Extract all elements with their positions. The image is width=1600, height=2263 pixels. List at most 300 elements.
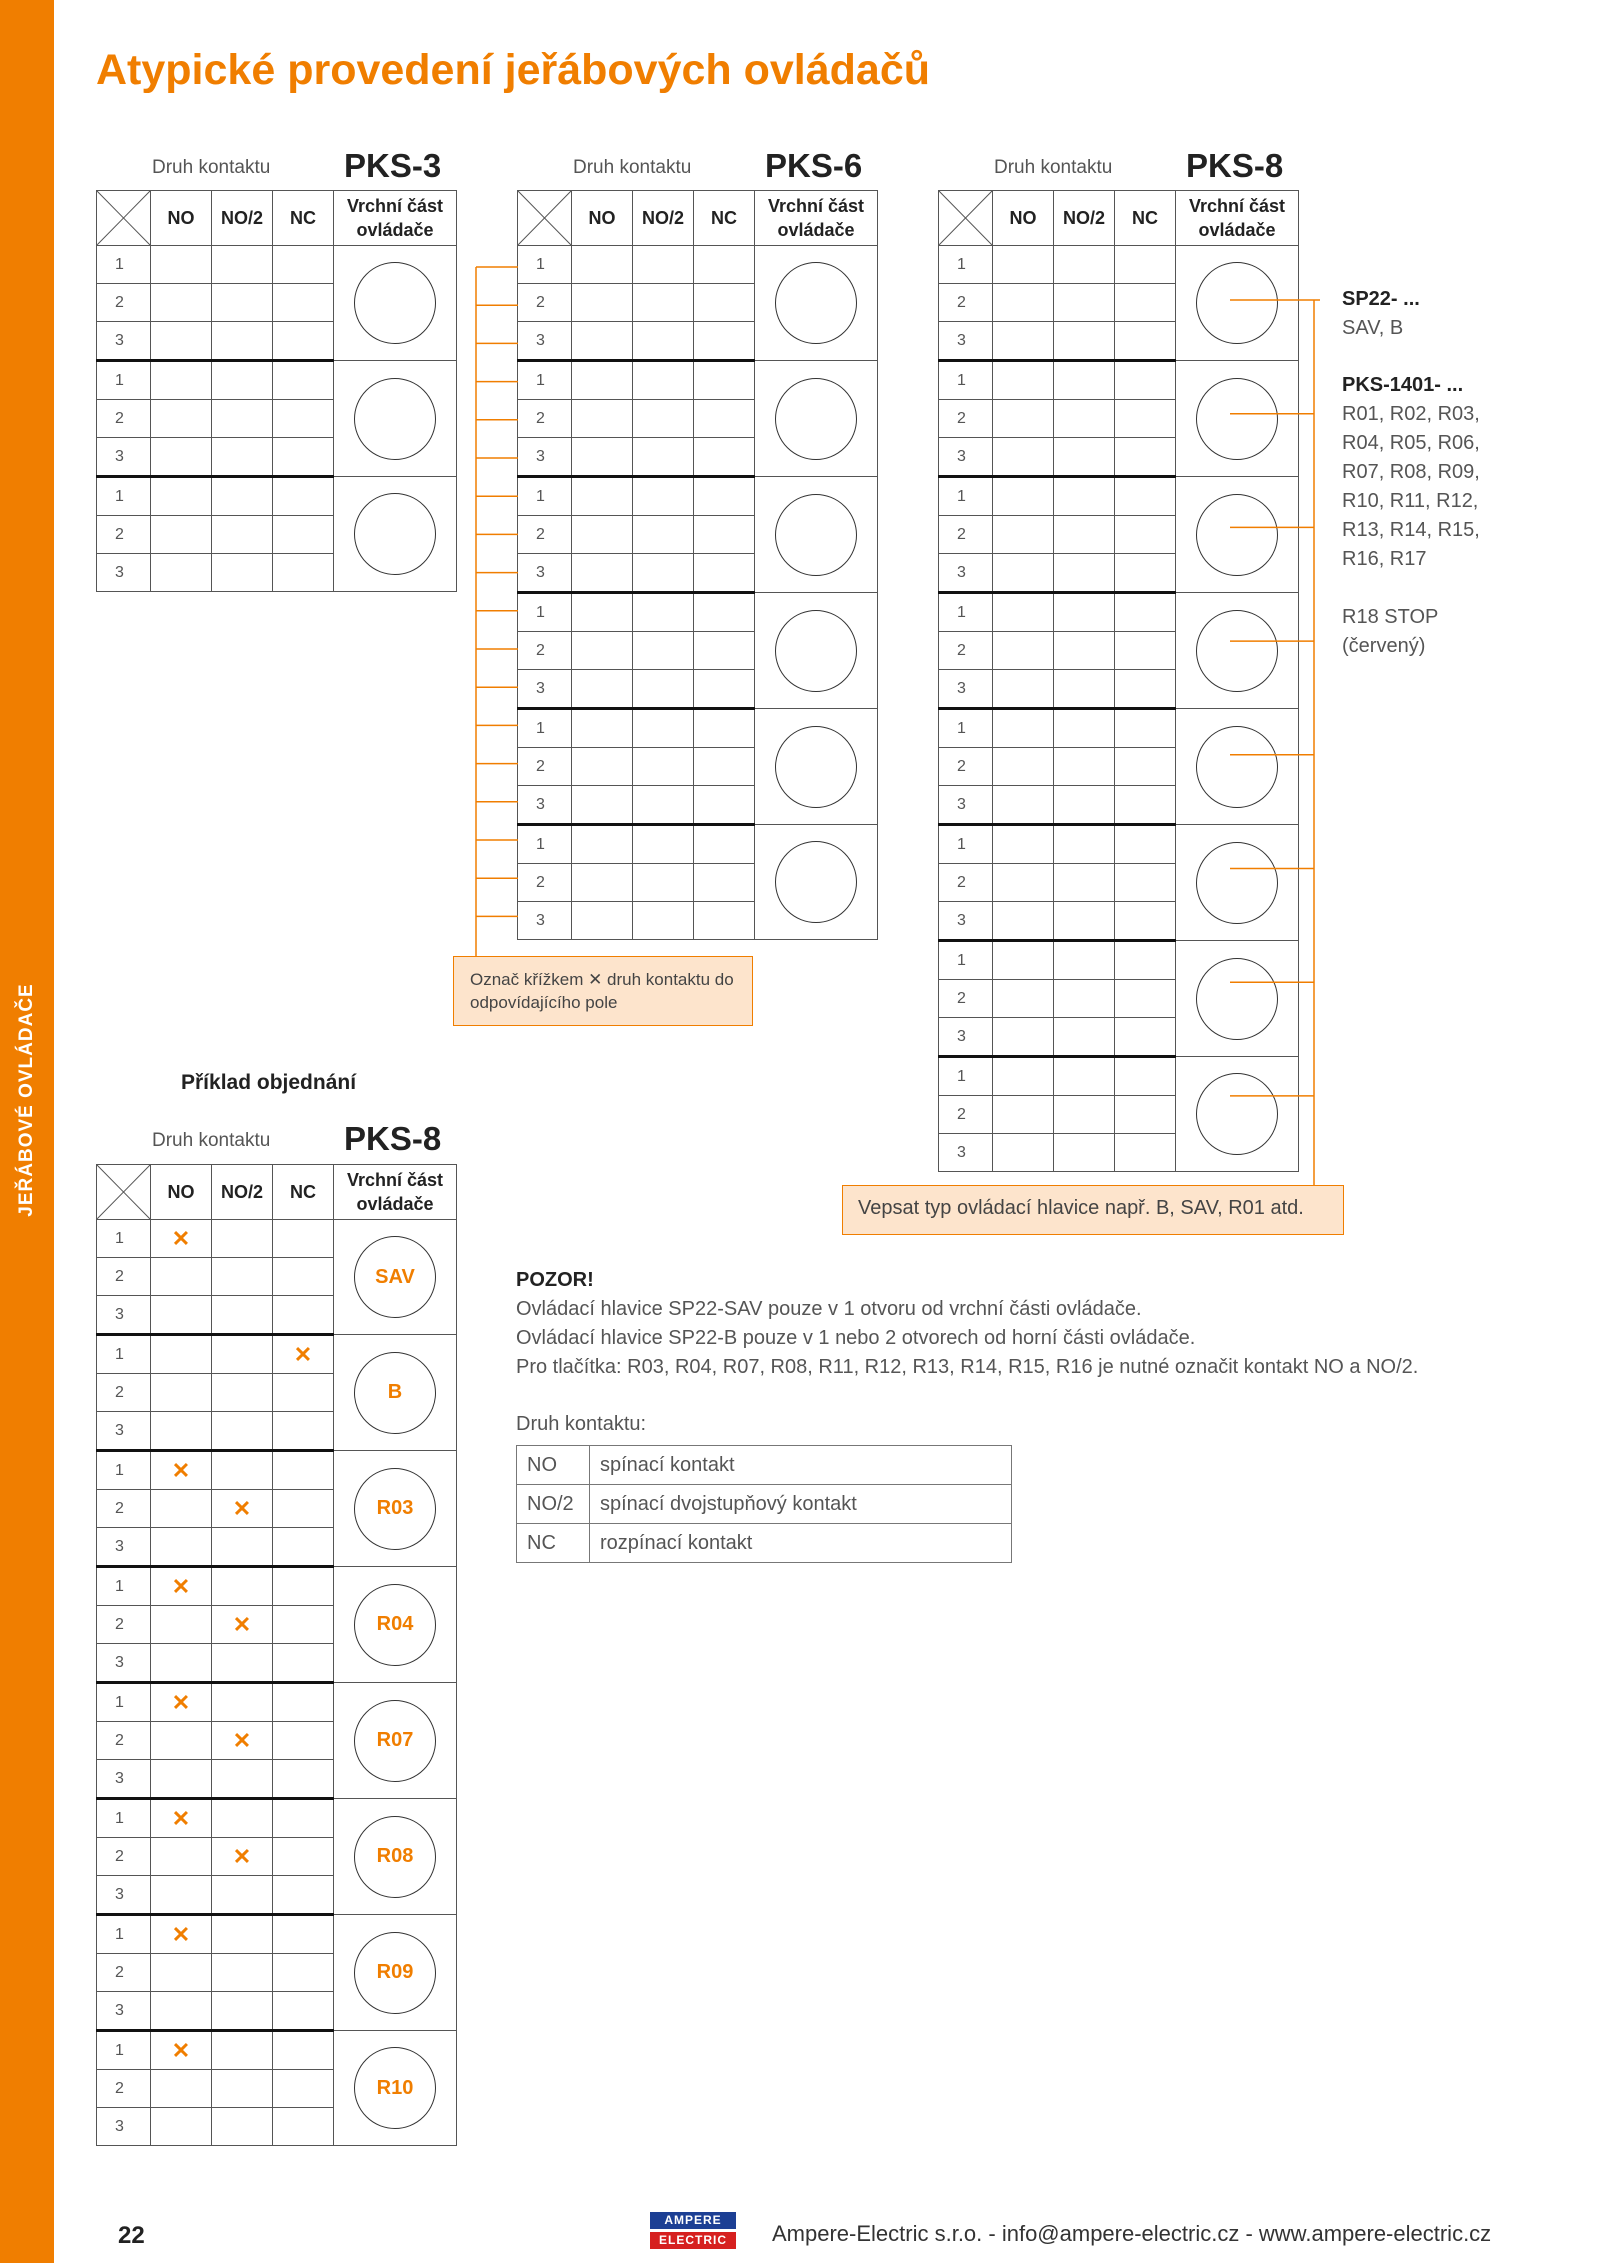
contact-cell-no[interactable]: [151, 400, 212, 438]
contact-cell-no[interactable]: [151, 1374, 212, 1412]
contact-cell-no[interactable]: [993, 632, 1054, 670]
contact-cell-no2[interactable]: [1054, 554, 1115, 593]
contact-cell-nc[interactable]: [273, 1644, 334, 1683]
contact-cell-nc[interactable]: [273, 1799, 334, 1838]
cross-mark-icon: ✕: [232, 1843, 252, 1869]
contact-cell-nc[interactable]: [1115, 864, 1176, 902]
button-hole-circle[interactable]: [354, 2047, 436, 2129]
contact-cell-no[interactable]: [993, 516, 1054, 554]
row-number: 2: [518, 400, 572, 438]
contact-cell-no2[interactable]: [212, 477, 273, 516]
logo-top: AMPERE: [650, 2212, 736, 2229]
contact-cell-no[interactable]: [993, 864, 1054, 902]
contact-cell-no2[interactable]: [1054, 1018, 1115, 1057]
contact-cell-nc[interactable]: [694, 284, 755, 322]
contact-cell-nc[interactable]: [1115, 361, 1176, 400]
button-hole-circle[interactable]: [775, 610, 857, 692]
button-hole-circle[interactable]: [354, 1932, 436, 2014]
contact-cell-no[interactable]: [993, 748, 1054, 786]
footer-contact: Ampere-Electric s.r.o. - info@ampere-electric.cz - www.ampere-electric.cz: [772, 2221, 1492, 2246]
contact-cell-nc[interactable]: [273, 1528, 334, 1567]
contact-cell-nc[interactable]: [1115, 902, 1176, 941]
contact-cell-nc[interactable]: [273, 554, 334, 592]
contact-cell-nc[interactable]: [273, 438, 334, 477]
row-number: 3: [939, 786, 993, 825]
contact-cell-nc[interactable]: [273, 2031, 334, 2070]
contact-cell-no[interactable]: [993, 322, 1054, 361]
contact-cell-nc[interactable]: [1115, 632, 1176, 670]
pks8-title: PKS-8: [1186, 147, 1284, 184]
contact-cell-no2[interactable]: [1054, 1057, 1115, 1096]
contact-cell-no[interactable]: [993, 1057, 1054, 1096]
contact-cell-no[interactable]: [151, 1838, 212, 1876]
row-number: 1: [518, 709, 572, 748]
contact-cell-nc[interactable]: [273, 1567, 334, 1606]
button-hole-circle[interactable]: [354, 1236, 436, 1318]
contact-cell-nc[interactable]: [273, 1760, 334, 1799]
contact-cell-nc[interactable]: [694, 748, 755, 786]
contact-cell-no[interactable]: [151, 1490, 212, 1528]
contact-cell-nc[interactable]: [694, 632, 755, 670]
button-hole-circle[interactable]: [354, 1468, 436, 1550]
contact-cell-no2[interactable]: [212, 284, 273, 322]
contact-cell-no2[interactable]: [633, 246, 694, 284]
contact-cell-no2[interactable]: [1054, 477, 1115, 516]
contact-cell-no[interactable]: [151, 1799, 212, 1838]
contact-cell-nc[interactable]: [273, 1296, 334, 1335]
button-hole-circle[interactable]: [354, 262, 436, 344]
contact-cell-no[interactable]: [993, 284, 1054, 322]
contact-cell-no2[interactable]: [1054, 709, 1115, 748]
contact-cell-no2[interactable]: [1054, 632, 1115, 670]
contact-cell-no[interactable]: [572, 554, 633, 593]
contact-cell-no[interactable]: [572, 709, 633, 748]
contact-cell-no[interactable]: [572, 825, 633, 864]
pks6-bracket-lines: [470, 250, 520, 965]
contact-cell-nc[interactable]: [694, 516, 755, 554]
contact-cell-nc[interactable]: [1115, 825, 1176, 864]
contact-cell-nc[interactable]: [273, 246, 334, 284]
contact-cell-nc[interactable]: [694, 786, 755, 825]
contact-cell-no[interactable]: [151, 2108, 212, 2146]
contact-cell-no2[interactable]: [1054, 593, 1115, 632]
header-vrchni: Vrchní část ovládače: [334, 1165, 457, 1220]
contact-cell-no2[interactable]: [633, 864, 694, 902]
legend-code: NC: [517, 1524, 590, 1563]
legend-row: [517, 1446, 1012, 1485]
contact-cell-no[interactable]: [993, 670, 1054, 709]
row-number: 3: [518, 322, 572, 361]
pks3-title: PKS-3: [344, 147, 442, 184]
contact-cell-no2[interactable]: [212, 1722, 273, 1760]
contact-cell-no2[interactable]: [633, 516, 694, 554]
row-number: 2: [518, 864, 572, 902]
button-hole-circle[interactable]: [775, 841, 857, 923]
contact-cell-no2[interactable]: [633, 825, 694, 864]
contact-cell-no[interactable]: [993, 709, 1054, 748]
contact-cell-no[interactable]: [993, 786, 1054, 825]
contact-cell-no2[interactable]: [212, 438, 273, 477]
contact-cell-no[interactable]: [151, 322, 212, 361]
contact-cell-nc[interactable]: [273, 1258, 334, 1296]
contact-cell-nc[interactable]: [273, 400, 334, 438]
contact-cell-nc[interactable]: [273, 1412, 334, 1451]
contact-cell-no[interactable]: [151, 516, 212, 554]
button-type-label: B: [387, 1381, 403, 1403]
row-number: 3: [518, 554, 572, 593]
row-number: 2: [97, 1722, 151, 1760]
button-hole-circle[interactable]: [354, 1700, 436, 1782]
contact-cell-nc[interactable]: [694, 709, 755, 748]
contact-cell-no2[interactable]: [633, 477, 694, 516]
contact-cell-no[interactable]: [151, 1760, 212, 1799]
contact-cell-no2[interactable]: [633, 670, 694, 709]
contact-cell-nc[interactable]: [694, 477, 755, 516]
contact-cell-nc[interactable]: [1115, 322, 1176, 361]
contact-cell-no2[interactable]: [212, 1683, 273, 1722]
button-hole-circle[interactable]: [775, 262, 857, 344]
header-cross-icon: [518, 191, 571, 245]
contact-cell-no[interactable]: [151, 1876, 212, 1915]
contact-cell-nc[interactable]: [273, 1335, 334, 1374]
contact-cell-no2[interactable]: [1054, 825, 1115, 864]
contact-cell-nc[interactable]: [1115, 246, 1176, 284]
button-hole-circle[interactable]: [354, 378, 436, 460]
button-type-label: R04: [376, 1613, 414, 1635]
contact-cell-no[interactable]: [151, 284, 212, 322]
contact-cell-nc[interactable]: [273, 1915, 334, 1954]
cross-mark-icon: ✕: [232, 1727, 252, 1753]
contact-cell-no[interactable]: [151, 1335, 212, 1374]
header-cross-icon: [97, 1165, 150, 1219]
contact-cell-no[interactable]: [572, 438, 633, 477]
button-hole-circle[interactable]: [775, 726, 857, 808]
contact-cell-no[interactable]: [151, 2070, 212, 2108]
contact-cell-nc[interactable]: [1115, 748, 1176, 786]
contact-cell-no2[interactable]: [212, 1490, 273, 1528]
contact-cell-nc[interactable]: [694, 670, 755, 709]
contact-cell-nc[interactable]: [1115, 1134, 1176, 1172]
contact-cell-no[interactable]: [572, 786, 633, 825]
contact-cell-no[interactable]: [151, 554, 212, 592]
contact-cell-nc[interactable]: [273, 1606, 334, 1644]
contact-cell-nc[interactable]: [694, 825, 755, 864]
contact-cell-nc[interactable]: [694, 400, 755, 438]
contact-cell-no[interactable]: [572, 670, 633, 709]
contact-cell-no2[interactable]: [1054, 1096, 1115, 1134]
contact-cell-no2[interactable]: [1054, 361, 1115, 400]
contact-cell-nc[interactable]: [1115, 516, 1176, 554]
contact-cell-no2[interactable]: [633, 902, 694, 940]
contact-cell-nc[interactable]: [1115, 284, 1176, 322]
contact-cell-no2[interactable]: [1054, 980, 1115, 1018]
row-number: 2: [939, 1096, 993, 1134]
contact-cell-no2[interactable]: [212, 1760, 273, 1799]
contact-cell-no[interactable]: [151, 1412, 212, 1451]
contact-cell-no2[interactable]: [1054, 786, 1115, 825]
row-number: 1: [97, 1335, 151, 1374]
contact-cell-no2[interactable]: [1054, 748, 1115, 786]
button-hole-circle[interactable]: [775, 378, 857, 460]
legend-title: Druh kontaktu:: [516, 1413, 647, 1435]
contact-cell-no2[interactable]: [1054, 864, 1115, 902]
row-number: 1: [939, 361, 993, 400]
contact-cell-no[interactable]: [151, 1915, 212, 1954]
row-number: 3: [518, 902, 572, 940]
contact-cell-no[interactable]: [151, 438, 212, 477]
pks1401-line: R01, R02, R03,: [1342, 403, 1480, 425]
contact-cell-nc[interactable]: [1115, 1057, 1176, 1096]
contact-cell-nc[interactable]: [1115, 593, 1176, 632]
header-vrchni: Vrchní část ovládače: [1176, 191, 1299, 246]
contact-cell-no2[interactable]: [212, 1915, 273, 1954]
contact-cell-no2[interactable]: [212, 2031, 273, 2070]
contact-cell-no2[interactable]: [1054, 1134, 1115, 1172]
contact-cell-no[interactable]: [151, 1296, 212, 1335]
contact-cell-no[interactable]: [993, 438, 1054, 477]
contact-cell-nc[interactable]: [1115, 1096, 1176, 1134]
warning-block: [516, 1266, 1418, 1382]
contact-cell-no2[interactable]: [212, 1876, 273, 1915]
header-nc: NC: [273, 191, 334, 246]
table-row: [97, 1451, 457, 1490]
top-part-cell: [334, 2031, 457, 2146]
contact-cell-no2[interactable]: [212, 1528, 273, 1567]
button-hole-circle[interactable]: [354, 493, 436, 575]
contact-cell-no2[interactable]: [1054, 941, 1115, 980]
contact-cell-no[interactable]: [151, 1451, 212, 1490]
contact-cell-no[interactable]: [572, 632, 633, 670]
contact-cell-nc[interactable]: [1115, 980, 1176, 1018]
row-number: 3: [518, 786, 572, 825]
contact-cell-nc[interactable]: [273, 361, 334, 400]
row-number: 1: [518, 593, 572, 632]
contact-cell-no[interactable]: [151, 361, 212, 400]
mark-instruction-box: [453, 956, 753, 1026]
contact-cell-no[interactable]: [151, 1683, 212, 1722]
row-number: 2: [97, 1374, 151, 1412]
contact-cell-nc[interactable]: [1115, 1018, 1176, 1057]
contact-cell-no2[interactable]: [212, 361, 273, 400]
contact-cell-no2[interactable]: [212, 400, 273, 438]
contact-cell-no2[interactable]: [633, 361, 694, 400]
contact-cell-nc[interactable]: [694, 361, 755, 400]
contact-cell-no[interactable]: [151, 246, 212, 284]
contact-cell-no2[interactable]: [1054, 322, 1115, 361]
button-hole-circle[interactable]: [354, 1352, 436, 1434]
contact-cell-no[interactable]: [993, 1018, 1054, 1057]
contact-cell-no2[interactable]: [212, 2070, 273, 2108]
example-heading: Příklad objednání: [181, 1071, 357, 1094]
contact-cell-nc[interactable]: [694, 246, 755, 284]
contact-cell-nc[interactable]: [1115, 438, 1176, 477]
contact-cell-no2[interactable]: [212, 322, 273, 361]
contact-cell-nc[interactable]: [273, 1876, 334, 1915]
contact-cell-no2[interactable]: [212, 516, 273, 554]
row-number: 2: [939, 980, 993, 1018]
contact-cell-nc[interactable]: [694, 554, 755, 593]
contact-cell-nc[interactable]: [273, 477, 334, 516]
button-hole-circle[interactable]: [354, 1584, 436, 1666]
contact-cell-nc[interactable]: [273, 1451, 334, 1490]
contact-cell-no2[interactable]: [212, 1220, 273, 1258]
row-number: 3: [97, 1644, 151, 1683]
contact-cell-no2[interactable]: [212, 1412, 273, 1451]
contact-cell-no2[interactable]: [1054, 438, 1115, 477]
contact-cell-no[interactable]: [572, 400, 633, 438]
contact-cell-nc[interactable]: [273, 1683, 334, 1722]
pks8-druh-label: Druh kontaktu: [994, 157, 1113, 178]
contact-cell-no2[interactable]: [1054, 902, 1115, 941]
contact-cell-no[interactable]: [151, 2031, 212, 2070]
contact-cell-no2[interactable]: [212, 1799, 273, 1838]
contact-cell-no2[interactable]: [212, 1335, 273, 1374]
contact-cell-nc[interactable]: [694, 593, 755, 632]
contact-cell-no[interactable]: [151, 1220, 212, 1258]
contact-cell-nc[interactable]: [694, 902, 755, 940]
contact-cell-no[interactable]: [151, 1567, 212, 1606]
contact-cell-no2[interactable]: [212, 1296, 273, 1335]
contact-cell-no2[interactable]: [1054, 516, 1115, 554]
contact-cell-no2[interactable]: [1054, 400, 1115, 438]
row-number: 3: [939, 902, 993, 941]
contact-cell-no[interactable]: [572, 902, 633, 940]
contact-cell-no[interactable]: [151, 1528, 212, 1567]
contact-cell-no2[interactable]: [1054, 246, 1115, 284]
row-number: 1: [939, 246, 993, 284]
table-row: [97, 1220, 457, 1258]
row-number: 2: [97, 400, 151, 438]
contact-cell-nc[interactable]: [1115, 554, 1176, 593]
contact-cell-no2[interactable]: [633, 709, 694, 748]
contact-cell-no[interactable]: [572, 748, 633, 786]
contact-cell-nc[interactable]: [273, 1220, 334, 1258]
contact-cell-nc[interactable]: [273, 2070, 334, 2108]
contact-cell-no[interactable]: [572, 322, 633, 361]
contact-cell-no[interactable]: [151, 1258, 212, 1296]
contact-cell-nc[interactable]: [273, 1722, 334, 1760]
contact-cell-nc[interactable]: [694, 322, 755, 361]
contact-cell-no2[interactable]: [212, 2108, 273, 2146]
contact-cell-nc[interactable]: [273, 1838, 334, 1876]
contact-cell-nc[interactable]: [273, 1954, 334, 1992]
header-no2: NO/2: [1054, 191, 1115, 246]
contact-cell-nc[interactable]: [273, 1992, 334, 2031]
contact-cell-nc[interactable]: [694, 864, 755, 902]
contact-cell-nc[interactable]: [273, 1374, 334, 1412]
contact-cell-no2[interactable]: [1054, 670, 1115, 709]
contact-cell-nc[interactable]: [273, 2108, 334, 2146]
contact-cell-no2[interactable]: [633, 632, 694, 670]
contact-cell-no[interactable]: [151, 1722, 212, 1760]
pks6-title: PKS-6: [765, 147, 863, 184]
contact-cell-no[interactable]: [993, 941, 1054, 980]
contact-cell-no2[interactable]: [633, 438, 694, 477]
contact-cell-no[interactable]: [993, 825, 1054, 864]
contact-cell-no2[interactable]: [212, 1374, 273, 1412]
contact-cell-no[interactable]: [572, 516, 633, 554]
contact-cell-no[interactable]: [993, 593, 1054, 632]
contact-cell-no2[interactable]: [633, 284, 694, 322]
row-number: 1: [97, 1799, 151, 1838]
contact-cell-nc[interactable]: [1115, 477, 1176, 516]
contact-cell-no[interactable]: [151, 1954, 212, 1992]
contact-cell-nc[interactable]: [273, 284, 334, 322]
contact-cell-nc[interactable]: [273, 1490, 334, 1528]
contact-cell-no2[interactable]: [633, 400, 694, 438]
contact-cell-no2[interactable]: [212, 1992, 273, 2031]
contact-cell-no2[interactable]: [212, 1451, 273, 1490]
contact-cell-no[interactable]: [572, 477, 633, 516]
contact-cell-no[interactable]: [993, 980, 1054, 1018]
contact-cell-no[interactable]: [993, 1134, 1054, 1172]
contact-cell-no[interactable]: [993, 477, 1054, 516]
row-number: 2: [939, 864, 993, 902]
contact-cell-no[interactable]: [993, 361, 1054, 400]
contact-cell-no2[interactable]: [212, 1954, 273, 1992]
contact-cell-no2[interactable]: [212, 1567, 273, 1606]
legend-desc: spínací kontakt: [590, 1446, 1012, 1485]
contact-cell-no[interactable]: [572, 593, 633, 632]
contact-cell-no[interactable]: [151, 1992, 212, 2031]
contact-cell-nc[interactable]: [1115, 400, 1176, 438]
contact-cell-nc[interactable]: [1115, 786, 1176, 825]
contact-cell-no[interactable]: [151, 1606, 212, 1644]
contact-cell-no[interactable]: [572, 246, 633, 284]
header-nc: NC: [273, 1165, 334, 1220]
button-hole-circle[interactable]: [775, 494, 857, 576]
button-hole-circle[interactable]: [354, 1816, 436, 1898]
contact-cell-no[interactable]: [993, 554, 1054, 593]
contact-cell-no2[interactable]: [633, 748, 694, 786]
contact-cell-no2[interactable]: [633, 786, 694, 825]
contact-cell-nc[interactable]: [1115, 670, 1176, 709]
contact-cell-no[interactable]: [572, 361, 633, 400]
contact-cell-no[interactable]: [993, 400, 1054, 438]
row-number: 2: [97, 1606, 151, 1644]
contact-cell-nc[interactable]: [694, 438, 755, 477]
contact-cell-no[interactable]: [151, 1644, 212, 1683]
contact-cell-no2[interactable]: [212, 1258, 273, 1296]
pks1401-line: R13, R14, R15,: [1342, 519, 1480, 541]
contact-cell-no2[interactable]: [212, 554, 273, 592]
contact-cell-no[interactable]: [151, 477, 212, 516]
contact-cell-no2[interactable]: [212, 246, 273, 284]
contact-cell-no2[interactable]: [1054, 284, 1115, 322]
table-row: [97, 477, 457, 516]
contact-cell-nc[interactable]: [1115, 709, 1176, 748]
contact-cell-no2[interactable]: [633, 554, 694, 593]
contact-cell-no[interactable]: [572, 864, 633, 902]
contact-cell-no[interactable]: [572, 284, 633, 322]
contact-cell-no[interactable]: [993, 1096, 1054, 1134]
button-type-label: R10: [376, 2076, 414, 2099]
contact-cell-nc[interactable]: [1115, 941, 1176, 980]
row-number: 3: [97, 554, 151, 592]
contact-cell-nc[interactable]: [273, 516, 334, 554]
contact-cell-no2[interactable]: [212, 1644, 273, 1683]
contact-cell-no2[interactable]: [633, 593, 694, 632]
row-number: 3: [939, 1134, 993, 1172]
contact-cell-no2[interactable]: [212, 1606, 273, 1644]
contact-cell-nc[interactable]: [273, 322, 334, 361]
contact-cell-no[interactable]: [993, 902, 1054, 941]
contact-cell-no[interactable]: [993, 246, 1054, 284]
table-header-row: [518, 191, 878, 246]
contact-cell-no2[interactable]: [633, 322, 694, 361]
row-number: 2: [939, 632, 993, 670]
contact-cell-no2[interactable]: [212, 1838, 273, 1876]
